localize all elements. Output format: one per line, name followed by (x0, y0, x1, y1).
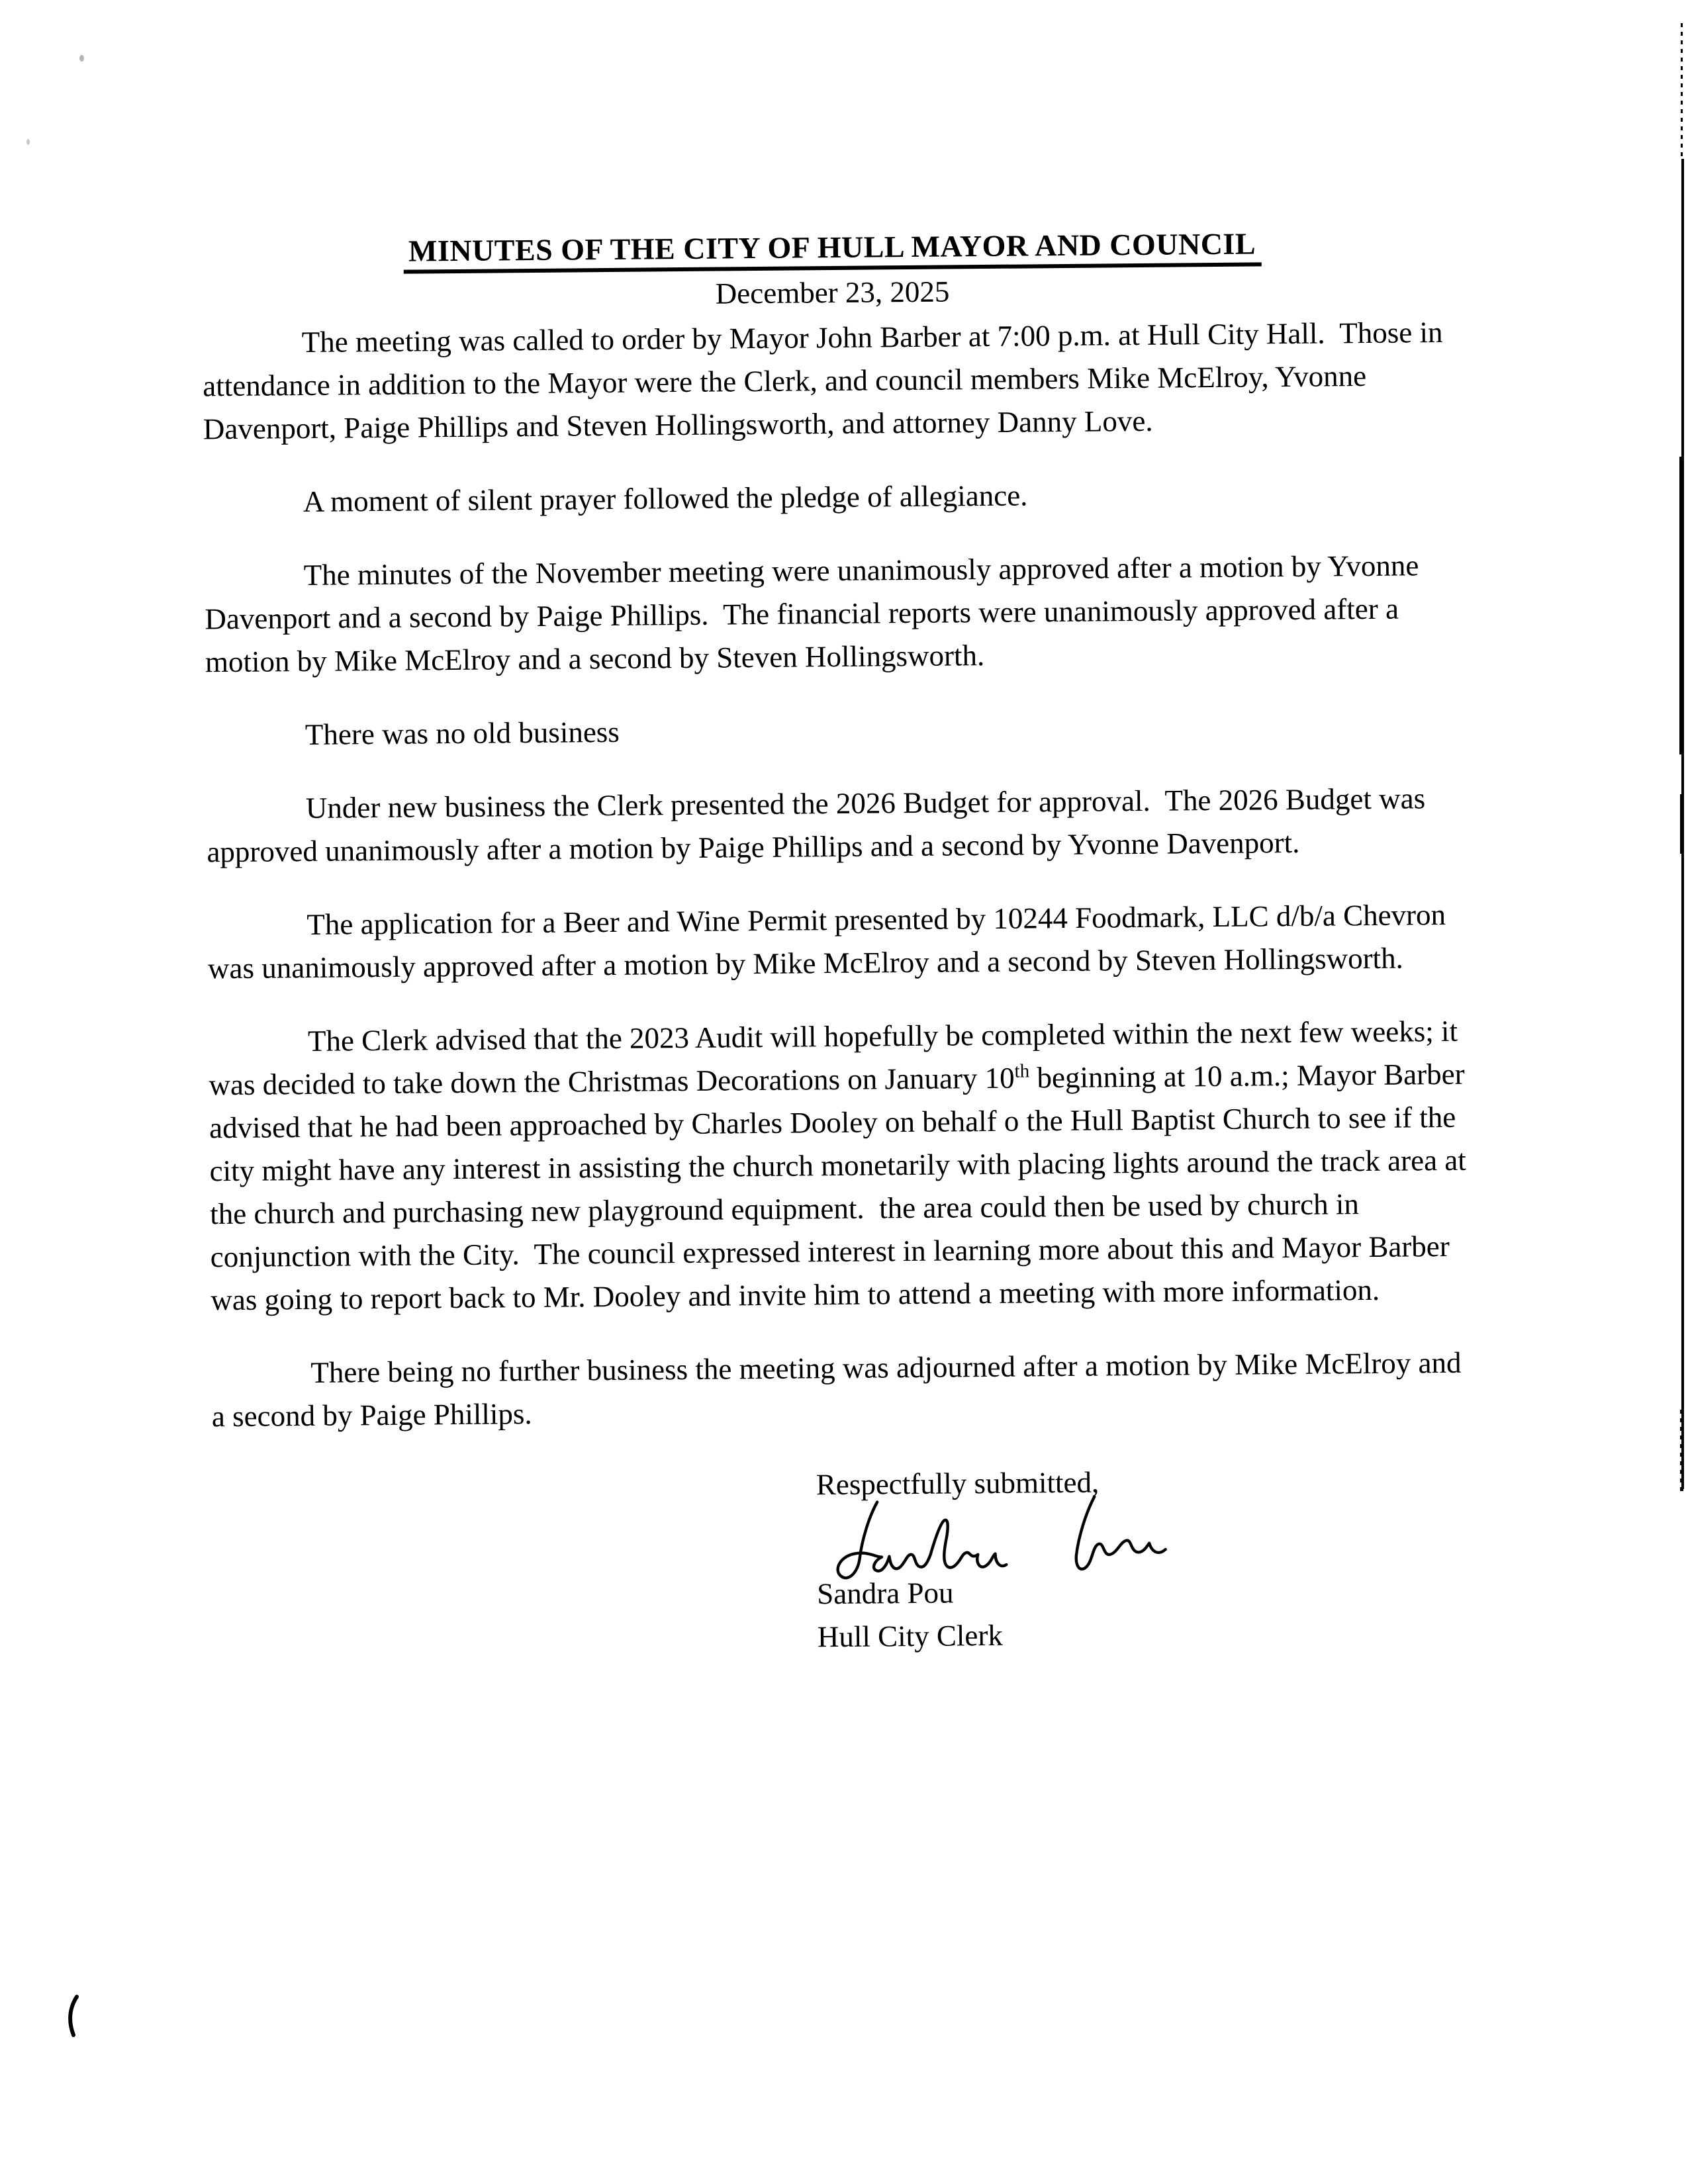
document-date: December 23, 2025 (715, 275, 950, 310)
paragraph-old-business: There was no old business (305, 715, 620, 751)
scan-edge-artifact-thick2 (1680, 794, 1684, 854)
signature-sandra-pou-drawing (818, 1487, 1189, 1590)
signer-title: Hull City Clerk (817, 1618, 1004, 1654)
paragraph-clerk-advised-text: The Clerk advised that the 2023 Audit will hopefully be completed within the next few weeks; it was decided to take down the Christmas Decorations on January 10 (209, 1014, 1466, 1102)
paragraph-budget: Under new business the Clerk presented the 2026 Budget for approval. The 2026 Budget was approved unanimously after a motion by Paige Phillips and a second by Yvonne Davenport. (207, 782, 1433, 869)
scan-edge-artifact-thick (1679, 457, 1684, 754)
handwritten-signature (816, 1492, 1474, 1577)
minutes-document (199, 0, 1475, 1664)
signer-name: Sandra Pou (817, 1576, 954, 1611)
paragraph-clerk-advised-text-cont: beginning at 10 a.m.; Mayor Barber advised that he had been approached by Charles Dooley on behalf o the Hull Baptist Church to see if the city might have any interest in assisting the church monetarily with placing lights around the track area at the church and purchasing new playground equipment. the area could then be used by church in conjunction with the City. The council expressed interest in learning more about this and Mayor Barber was going to report back to Mr. Dooley and invite him to attend a meeting with more information. (209, 1057, 1474, 1317)
closing-block (816, 1458, 1476, 1659)
paragraph-clerk-advised (209, 1010, 1472, 1322)
scan-edge-artifact-dashed (1681, 23, 1683, 159)
ordinal-superscript: th (1014, 1060, 1030, 1082)
closing-respectfully: Respectfully submitted, (816, 1465, 1100, 1502)
scan-edge-artifact-dashed-bottom (1680, 1410, 1683, 1496)
scan-speck-left (26, 139, 30, 145)
document-title (201, 221, 1462, 275)
scan-speck-top (79, 55, 84, 62)
document-title-text: MINUTES OF THE CITY OF HULL MAYOR AND COUNCIL (403, 226, 1261, 273)
paragraph-prayer: A moment of silent prayer followed the pledge of allegiance. (303, 478, 1028, 519)
paragraph-november-minutes: The minutes of the November meeting were unanimously approved after a motion by Yvonne Davenport and a second by Paige Phillips. The financial reports were unanimously approved after a motion by Mike McElroy and a second by Steven Hollingsworth. (205, 549, 1427, 679)
paragraph-beer-wine-permit: The application for a Beer and Wine Permit presented by 10244 Foodmark, LLC d/b/a Chevron was unanimously approved after a motion by Mike McElroy and a second by Steven Hollingsworth. (207, 897, 1454, 985)
paragraph-call-to-order: The meeting was called to order by Mayor John Barber at 7:00 p.m. at Hull City Hall. Those in attendance in addition to the Mayor were the Clerk, and council members Mike McElroy, Yvonne Davenport, Paige Phillips and Steven Hollingsworth, and attorney Danny Love. (203, 315, 1450, 446)
paragraph-adjournment: There being no further business the meeting was adjourned after a motion by Mike McElroy and a second by Paige Phillips. (211, 1345, 1469, 1433)
scan-artifact-mark (64, 1993, 82, 2040)
